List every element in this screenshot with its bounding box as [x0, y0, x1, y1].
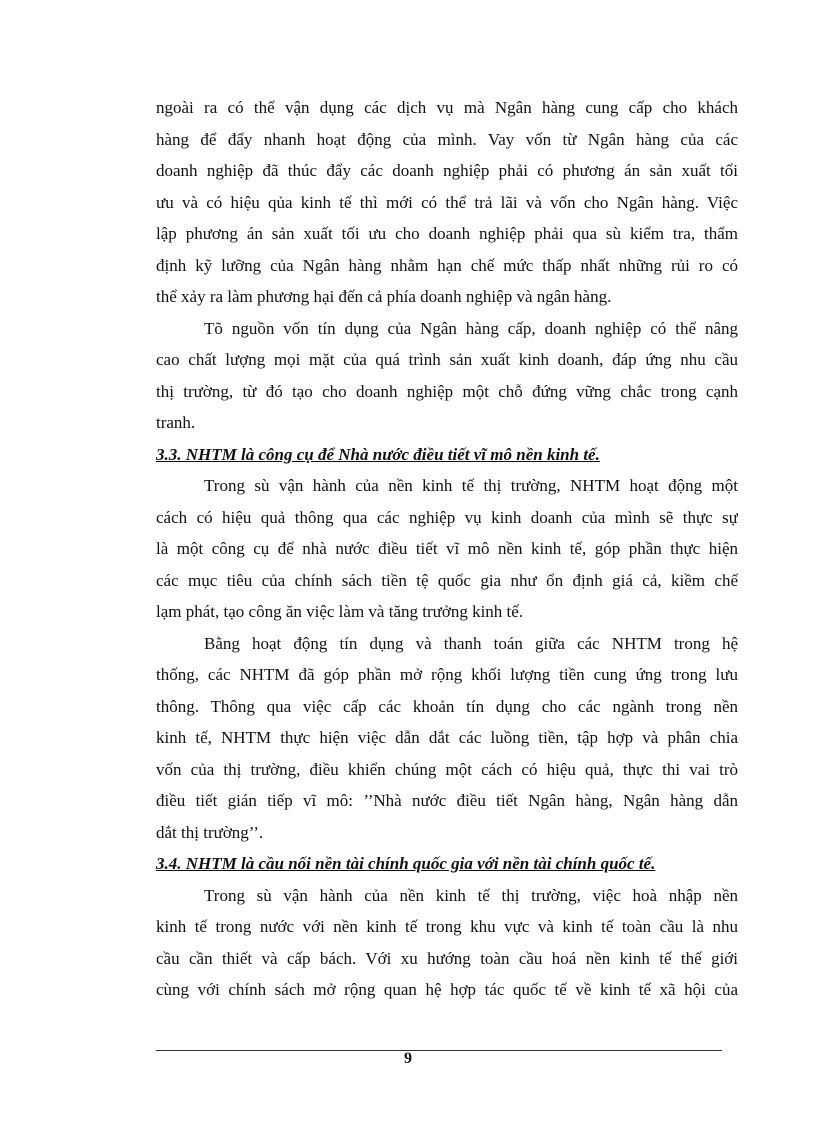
section-heading-3-3: 3.3. NHTM là công cụ để Nhà nước điều tiết vĩ mô nền kinh tế. [156, 444, 600, 464]
text-line: thống, các NHTM đã góp phần mở rộng khối lượng tiền cung ứng trong lưu [156, 665, 738, 684]
text-line: điều tiết gián tiếp vĩ mô: ’’Nhà nước điều tiết Ngân hàng, Ngân hàng dẫn [156, 791, 738, 810]
text-line: kinh tế, NHTM thực hiện việc dẫn dắt các luồng tiền, tập hợp và phân chia [156, 728, 738, 747]
paragraph [156, 470, 738, 628]
text-line: Tõ nguồn vốn tín dụng của Ngân hàng cấp, doanh nghiệp có thể nâng [204, 318, 738, 338]
text-line: doanh nghiệp đã thúc đẩy các doanh nghiệp phải có phương án sản xuất tối [156, 161, 738, 180]
paragraph [156, 313, 738, 439]
text-line: tranh. [156, 413, 196, 432]
text-line: lập phương án sản xuất tối ưu cho doanh nghiệp phải qua sù kiểm tra, thẩm [156, 224, 738, 243]
text-line: thể xảy ra làm phương hại đến cả phía doanh nghiệp và ngân hàng. [156, 287, 612, 306]
text-line: ưu và có hiệu qủa kinh tế thì mới có thể trả lãi và vốn cho Ngân hàng. Việc [156, 192, 738, 212]
text-line: cao chất lượng mọi mặt của quá trình sản xuất kinh doanh, đáp ứng nhu cầu [156, 350, 738, 369]
text-line: ngoài ra có thể vận dụng các dịch vụ mà Ngân hàng cung cấp cho khách [156, 98, 738, 117]
text-line: vốn của thị trường, điều khiển chúng một cách có hiệu quả, thực thi vai trò [156, 759, 738, 779]
text-line: cùng với chính sách mở rộng quan hệ hợp tác quốc tế về kinh tế xã hội của [156, 980, 738, 999]
paragraph [156, 628, 738, 849]
text-line: cách có hiệu quả thông qua các nghiệp vụ kinh doanh của mình sẽ thực sự [156, 507, 738, 527]
text-line: dắt thị trường’’. [156, 822, 264, 842]
text-line: là một công cụ để nhà nước điều tiết vĩ mô nền kinh tế, góp phần thực hiện [156, 539, 738, 558]
text-line: Trong sù vận hành của nền kinh tế thị trường, NHTM hoạt động một [204, 476, 738, 495]
text-line: kinh tế trong nước với nền kinh tế trong khu vực và kinh tế toàn cầu là nhu [156, 917, 738, 936]
text-line: định kỹ lưỡng của Ngân hàng nhằm hạn chế mức thấp nhất những rủi ro có [156, 255, 738, 275]
paragraph [156, 880, 738, 1006]
page-body [156, 92, 738, 1006]
text-line: Bằng hoạt động tín dụng và thanh toán giữa các NHTM trong hệ [204, 633, 738, 653]
text-line: các mục tiêu của chính sách tiền tệ quốc gia như ổn định giá cả, kiềm chế [156, 570, 738, 590]
text-line: thị trường, từ đó tạo cho doanh nghiệp một chỗ đứng vững chắc trong cạnh [156, 381, 738, 401]
text-line: cầu cần thiết và cấp bách. Với xu hướng toàn cầu hoá nền kinh tế thế giới [156, 948, 738, 968]
text-line: hàng để đẩy nhanh hoạt động của mình. Vay vốn từ Ngân hàng của các [156, 129, 738, 149]
text-line: thông. Thông qua việc cấp các khoản tín dụng cho các ngành trong nền [156, 696, 738, 716]
paragraph [156, 92, 738, 313]
text-line: Trong sù vận hành của nền kinh tế thị trường, việc hoà nhập nền [204, 885, 738, 905]
section-heading-3-4: 3.4. NHTM là cầu nối nền tài chính quốc gia với nền tài chính quốc tế. [156, 854, 656, 873]
text-line: lạm phát, tạo công ăn việc làm và tăng trưởng kinh tế. [156, 602, 524, 621]
page-number: 9 [404, 1050, 412, 1067]
